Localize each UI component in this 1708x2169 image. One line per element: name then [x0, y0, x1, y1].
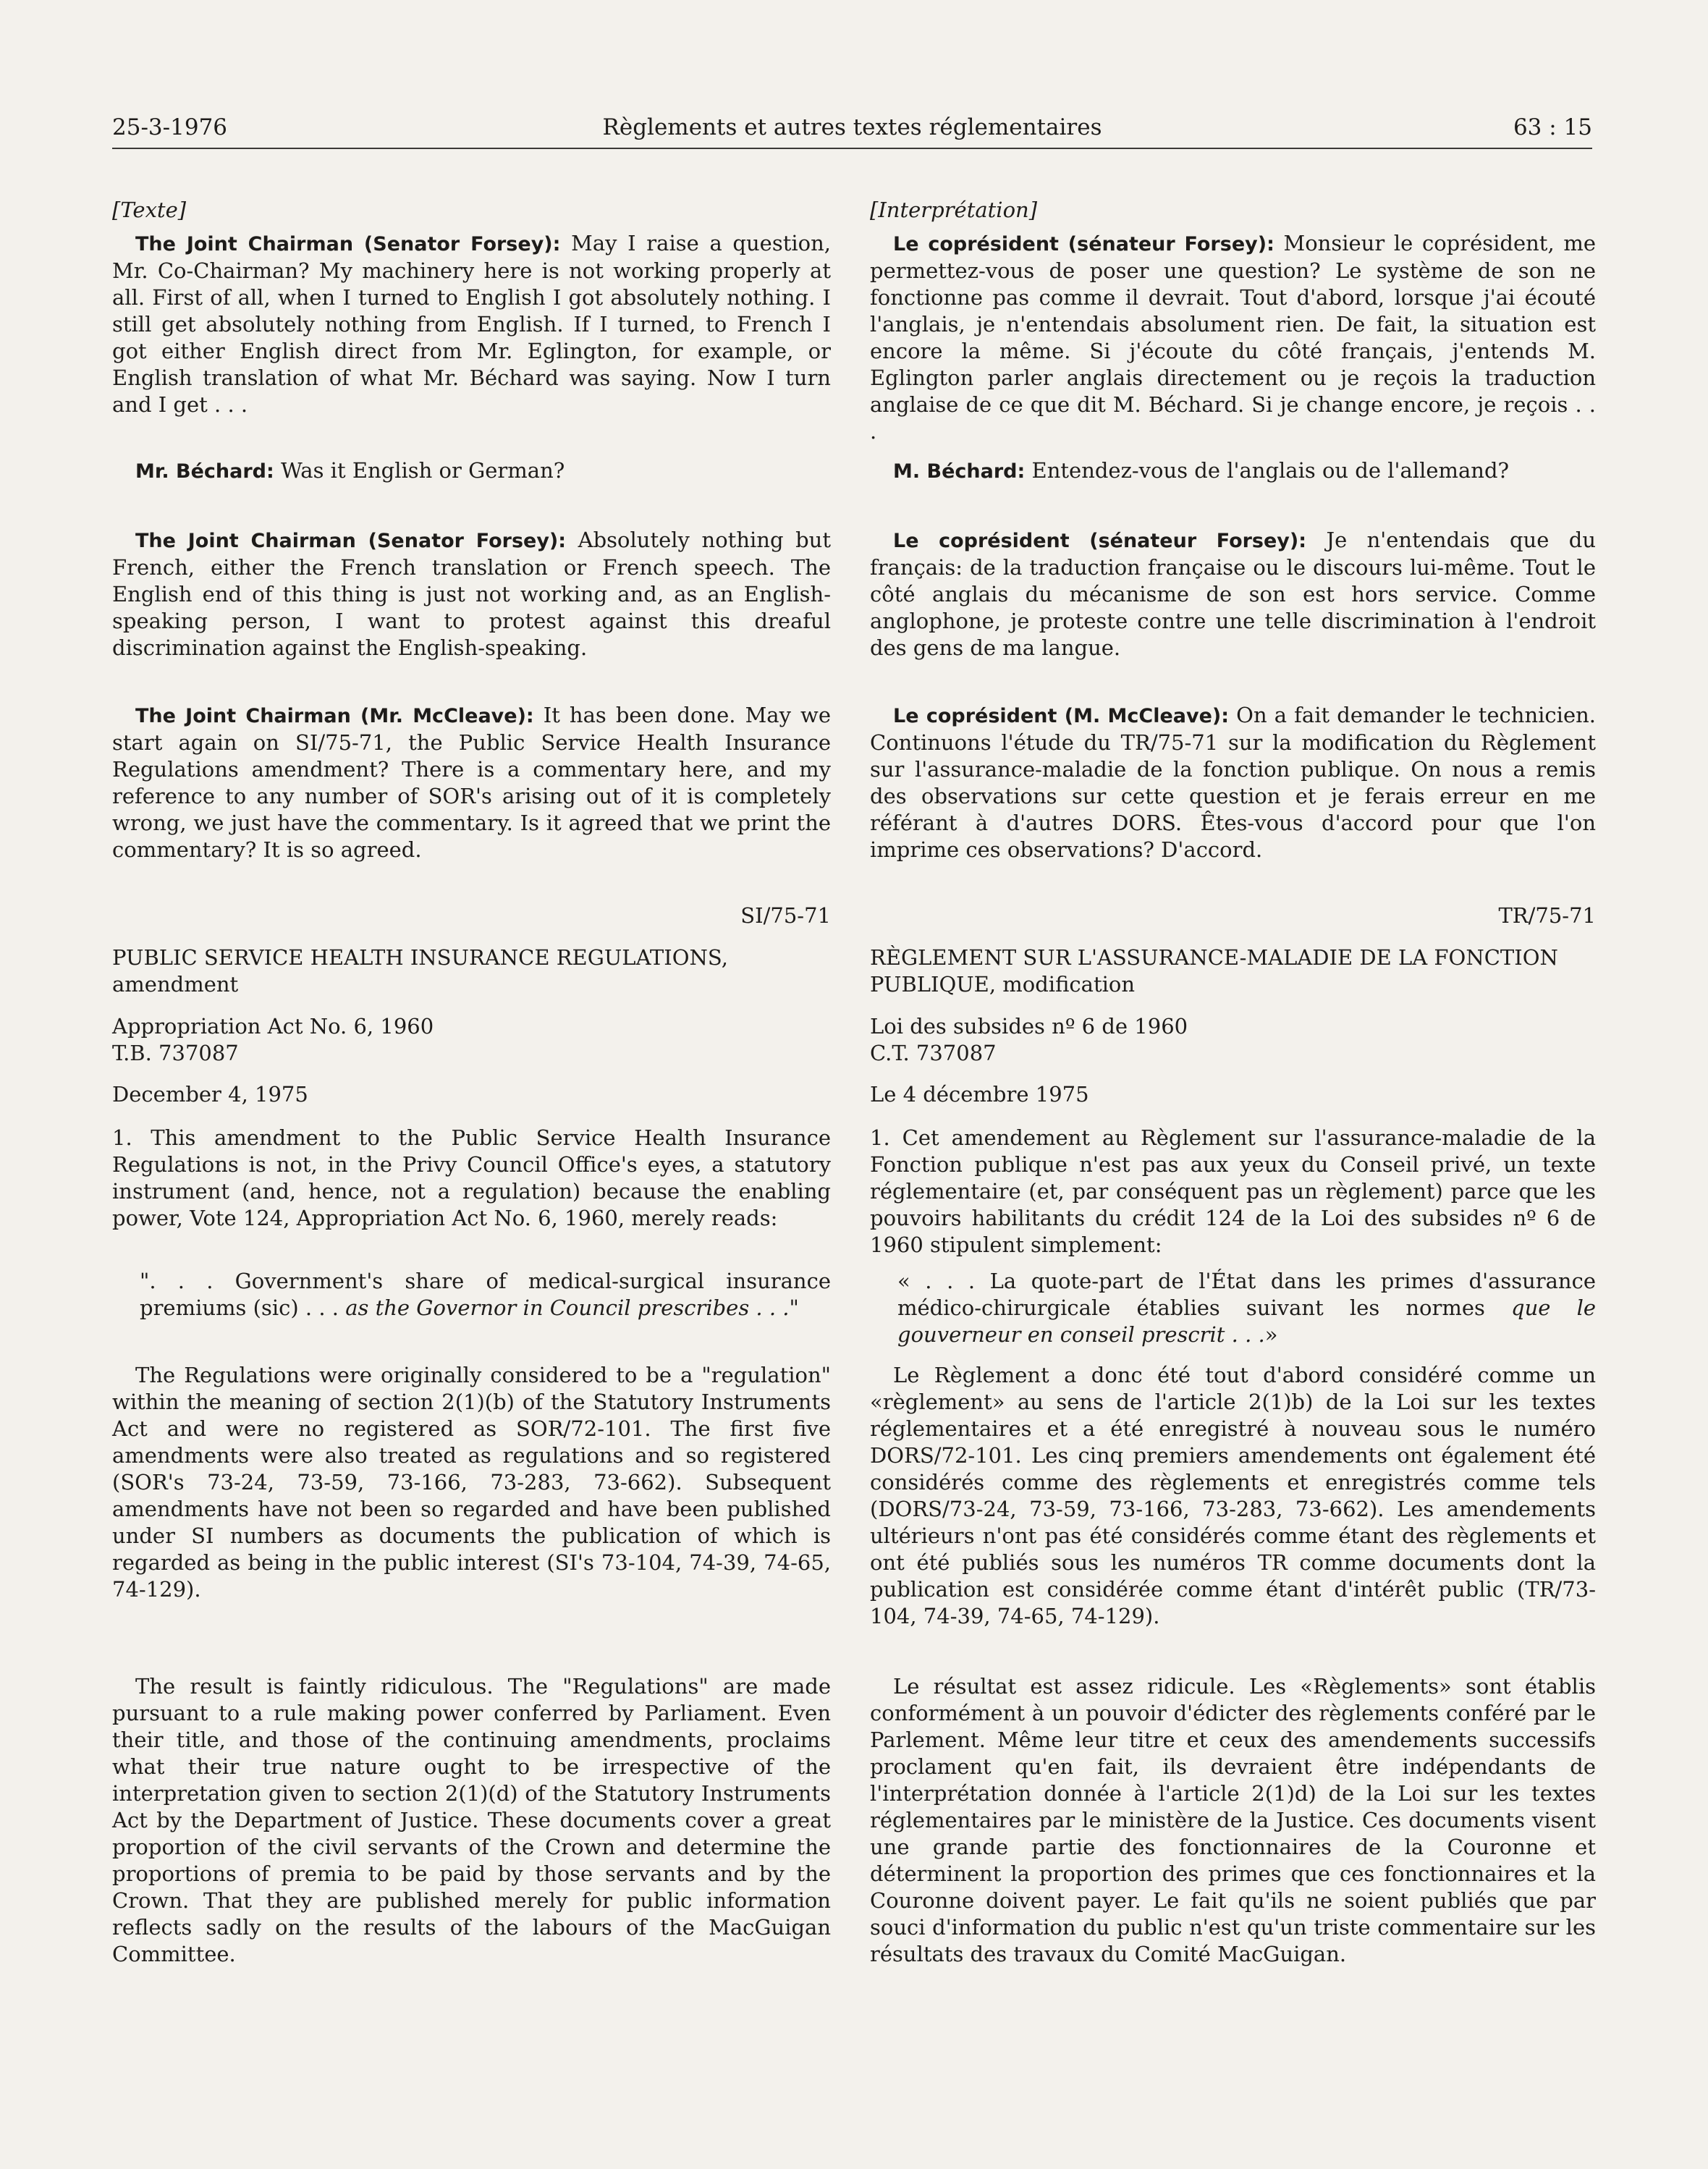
running-header — [112, 114, 1592, 149]
commentary-paragraph: 1. Cet amendement au Règlement sur l'assurance-maladie de la Fonction publique n'est pas aux yeux du Conseil privé, un texte réglementaire (et, par conséquent pas un règlement) parce que les pouvoirs habilitants du crédit 124 de la Loi des subsides nº 6 de 1960 stipulent simplement: — [870, 1125, 1596, 1257]
header-date: 25-3-1976 — [112, 114, 228, 140]
speech-text: It has been done. May we start again on SI/75-71, the Public Service Health Insurance Regulations amendment? There is a commentary here, and my reference to any number of SOR's arising out of it is completely wrong, we just have the commentary. Is it agreed that we print the commentary? It is so agreed. — [112, 703, 831, 862]
regulation-title: PUBLIC SERVICE HEALTH INSURANCE REGULATIONS, amendment — [112, 945, 728, 997]
speech-paragraph — [870, 457, 1596, 485]
commentary-paragraph: Le Règlement a donc été tout d'abord considéré comme un «règlement» au sens de l'article 2(1)b) de la Loi sur les textes réglementaires et a été enregistré à nouveau sous le numéro DORS/72-101. Les cinq premiers amendements ont également été considérés comme des règlements et enregistrés comme tels (DORS/73-24, 73-59, 73-166, 73-283, 73-662). Les amendements ultérieurs n'ont pas été considérés comme étant des règlements et ont été publiés sous les numéros TR comme documents dont la publication est considérée comme étant d'intérêt public (TR/73-104, 74-39, 74-65, 74-129). — [870, 1363, 1596, 1628]
header-page-number: 63 : 15 — [1513, 114, 1592, 140]
speech-text: Was it English or German? — [274, 458, 565, 483]
section-label: [Interprétation] — [870, 198, 1038, 222]
treasury-board-number: T.B. 737087 — [112, 1041, 239, 1065]
document-reference: SI/75-71 — [740, 903, 831, 928]
regulation-title: RÈGLEMENT SUR L'ASSURANCE-MALADIE DE LA FONCTION PUBLIQUE, modification — [870, 945, 1558, 997]
speaker-name: Le coprésident (M. McCleave): — [893, 705, 1230, 727]
section-label: [Texte] — [112, 198, 187, 222]
speaker-name: Le coprésident (sénateur Forsey): — [893, 233, 1274, 255]
document-reference: TR/75-71 — [1498, 903, 1596, 928]
speech-paragraph — [870, 230, 1596, 445]
commentary-paragraph: The result is faintly ridiculous. The "Regulations" are made pursuant to a rule making power conferred by Parliament. Even their title, and those of the continuing amendments, proclaims what their true nature ought to be irrespective of the interpretation given to section 2(1)(d) of the Statutory Instruments Act by the Department of Justice. These documents cover a great proportion of the civil servants of the Crown and determine the proportions of premia to be paid by those servants and by the Crown. That they are published merely for public information reflects sadly on the results of the labours of the MacGuigan Committee. — [112, 1674, 831, 1966]
enabling-act: Appropriation Act No. 6, 1960 — [112, 1014, 434, 1039]
speech-text: Entendez-vous de l'anglais ou de l'allemand? — [1025, 458, 1510, 483]
commentary-paragraph: 1. This amendment to the Public Service Health Insurance Regulations is not, in the Privy Council Office's eyes, a statutory instrument (and, hence, not a regulation) because the enabling power, Vote 124, Appropriation Act No. 6, 1960, merely reads: — [112, 1125, 831, 1230]
speech-paragraph — [870, 702, 1596, 863]
regulation-date: December 4, 1975 — [112, 1082, 308, 1107]
speech-paragraph — [112, 702, 831, 863]
header-title: Règlements et autres textes réglementaires — [602, 114, 1102, 140]
speech-paragraph — [870, 527, 1596, 661]
speech-paragraph — [112, 457, 831, 485]
speech-text: Monsieur le coprésident, me permettez-vous de poser une question? Le système de son ne fonctionne pas comme il devrait. Tout d'abord, lorsque j'ai écouté l'anglais, je n'entendais absolument rien. De fait, la situation est encore la même. Si j'écoute du côté français, j'entends M. Eglington parler anglais directement ou je reçois la traduction anglaise de ce que dit M. Béchard. Si je change encore, je reçois . . . — [870, 231, 1596, 444]
quoted-text: ". . . Government's share of medical-surgical insurance premiums (sic) . . . as the Governor in Council prescribes . . ." — [140, 1269, 831, 1320]
regulation-date: Le 4 décembre 1975 — [870, 1082, 1089, 1107]
treasury-board-number: C.T. 737087 — [870, 1041, 997, 1065]
speech-text: May I raise a question, Mr. Co-Chairman? My machinery here is not working properly at all. First of all, when I turned to English I got absolutely nothing. I still get absolutely nothing from English. If I turned, to French I got either English direct from Mr. Eglington, for example, or English translation of what Mr. Béchard was saying. Now I turn and I get . . . — [112, 231, 831, 417]
commentary-paragraph: Le résultat est assez ridicule. Les «Règlements» sont établis conformément à un pouvoir d'édicter des règlements conféré par le Parlement. Même leur titre et ceux des amendements successifs proclament qu'en fait, ils devraient être indépendants de l'interprétation donnée à l'article 2(1)d) de la Loi sur les textes réglementaires par le ministère de la Justice. Ces documents visent une grande partie des fonctionnaires de la Couronne et déterminent la proportion des primes que ces fonctionnaires et la Couronne doivent payer. Le fait qu'ils ne soient publiés que par souci d'information du public n'est qu'un triste commentaire sur les résultats des travaux du Comité MacGuigan. — [870, 1674, 1596, 1966]
speech-paragraph — [112, 527, 831, 661]
enabling-act: Loi des subsides nº 6 de 1960 — [870, 1014, 1188, 1039]
commentary-paragraph: The Regulations were originally considered to be a "regulation" within the meaning of section 2(1)(b) of the Statutory Instruments Act and were no registered as SOR/72-101. The first five amendments were also treated as regulations and so registered (SOR's 73-24, 73-59, 73-166, 73-283, 73-662). Subsequent amendments have not been so regarded and have been published under SI numbers as documents the publication of which is regarded as being in the public interest (SI's 73-104, 74-39, 74-65, 74-129). — [112, 1363, 831, 1602]
quoted-text: « . . . La quote-part de l'État dans les primes d'assurance médico-chirurgicale établies suivant les normes que le gouverneur en conseil prescrit . . .» — [897, 1269, 1597, 1347]
speech-text: On a fait demander le technicien. Continuons l'étude du TR/75-71 sur la modification du Règlement sur l'assurance-maladie de la fonction publique. On nous a remis des observations sur cette question et je ferais erreur en me référant à d'autres DORS. Êtes-vous d'accord pour que l'on imprime ces observations? D'accord. — [870, 703, 1596, 862]
speech-text: Absolutely nothing but French, either the French translation or French speech. The English end of this thing is just not working and, as an English-speaking person, I want to protest against this dreaful discrimination against the English-speaking. — [112, 528, 832, 660]
speech-text: Je n'entendais que du français: de la traduction française ou le discours lui-même. Tout le côté anglais du mécanisme de son est hors service. Comme anglophone, je proteste contre une telle discrimination à l'endroit des gens de ma langue. — [870, 528, 1596, 660]
speaker-name: The Joint Chairman (Senator Forsey): — [135, 233, 561, 255]
speech-paragraph — [112, 230, 831, 418]
speaker-name: Mr. Béchard: — [135, 460, 274, 483]
speaker-name: The Joint Chairman (Senator Forsey): — [135, 530, 567, 552]
speaker-name: Le coprésident (sénateur Forsey): — [893, 530, 1307, 552]
speaker-name: M. Béchard: — [893, 460, 1026, 483]
speaker-name: The Joint Chairman (Mr. McCleave): — [135, 705, 534, 727]
